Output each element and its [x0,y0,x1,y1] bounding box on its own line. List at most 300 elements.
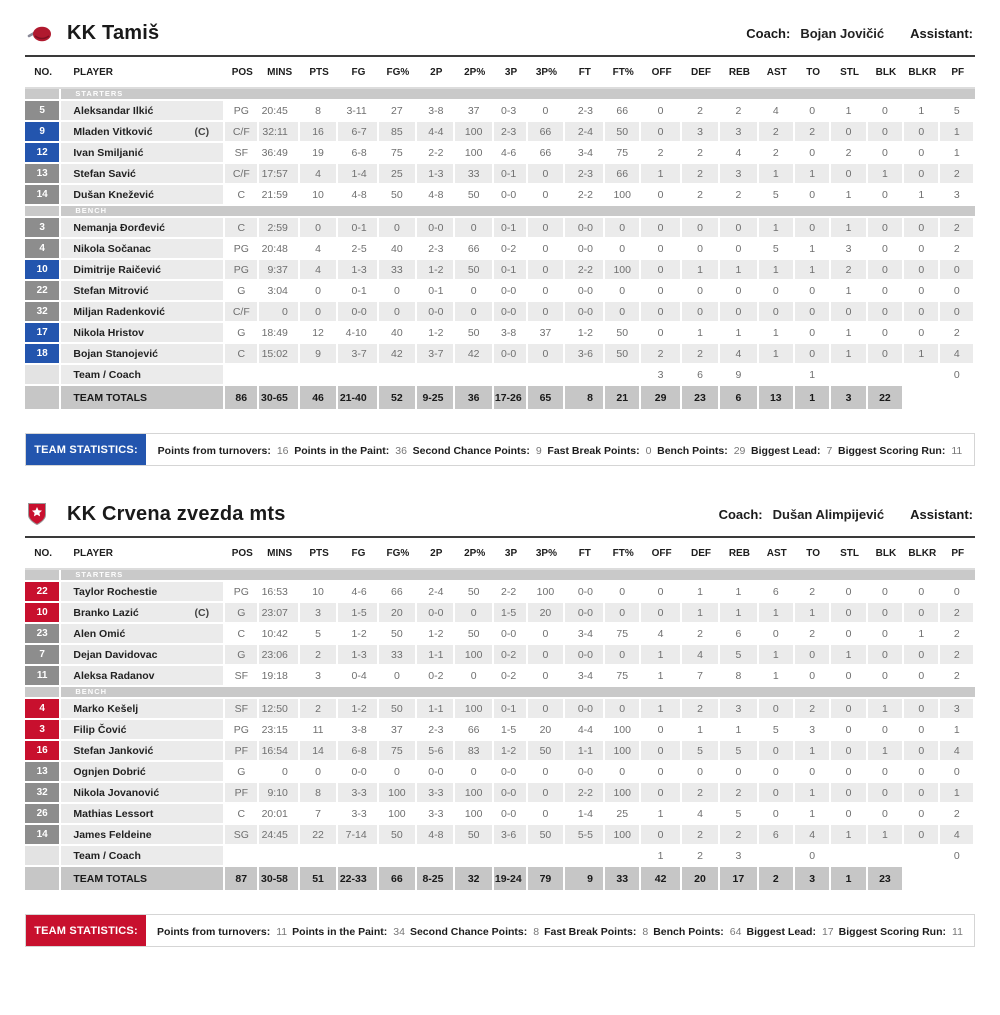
stat-cell: 0 [759,804,795,825]
stat-cell: 75 [605,666,641,687]
stat-cell: 2 [682,185,720,206]
stat-cell: 2 [795,582,831,603]
stat-cell: 0 [868,302,904,323]
player-name-cell [61,143,225,164]
stat-cell: 9:37 [259,260,299,281]
stat-cell: 1-4 [338,164,378,185]
stat-cell: 1 [831,645,867,666]
player-number-badge: 4 [25,699,61,720]
col-header-fg: FG [338,57,378,89]
stat-pair [294,441,407,459]
section-band-bar [61,206,975,218]
stat-pair-label: Biggest Scoring Run: [838,925,947,938]
player-name: Mathias Lessort [73,807,154,820]
stat-cell: 0-0 [565,239,605,260]
stat-cell: 0 [720,302,758,323]
player-row [25,101,975,122]
player-name-cell [61,101,225,122]
player-row [25,122,975,143]
stat-cell: 5 [720,741,758,762]
stat-cell: 0 [759,624,795,645]
stat-cell: 0 [528,302,564,323]
player-name: Ivan Smiljanić [73,146,144,159]
stat-cell: 0 [720,239,758,260]
player-row [25,804,975,825]
col-header-2p: 2P [417,57,455,89]
stat-cell: 14 [300,741,338,762]
stat-cell: 2 [795,624,831,645]
stat-cell: 1 [831,185,867,206]
stat-cell: 1 [641,645,681,666]
player-name-cell [61,582,225,603]
stat-pair [157,922,287,940]
stat-cell: 0 [904,720,940,741]
stat-cell: 1 [759,164,795,185]
player-name: Marko Kešelj [73,702,139,715]
stat-cell [259,846,299,867]
stat-cell: 0-1 [338,218,378,239]
stat-cell: SF [225,143,259,164]
player-row [25,666,975,687]
stat-cell: 3-4 [565,666,605,687]
stat-cell: 22 [868,386,904,411]
player-row [25,762,975,783]
stat-cell [831,365,867,386]
stat-cell: 50 [455,323,493,344]
stat-cell: 17-26 [494,386,528,411]
stat-cell [904,846,940,867]
stat-pair-value: 36 [395,444,407,457]
stat-cell: 2 [940,603,975,624]
section-band-label: BENCH [75,206,108,215]
stat-cell: 1 [641,164,681,185]
stat-cell: 25 [605,804,641,825]
stat-cell: 1-3 [338,645,378,666]
stat-cell: 20 [379,603,417,624]
stat-cell: 100 [605,185,641,206]
stat-cell: 2-2 [494,582,528,603]
player-number-badge: 14 [25,825,61,846]
stat-cell: PG [225,260,259,281]
stat-cell: 37 [379,720,417,741]
stat-cell: 0 [904,122,940,143]
stat-cell: 0 [641,762,681,783]
player-row [25,603,975,624]
stat-cell: 1 [682,582,720,603]
stat-cell: 3 [300,603,338,624]
stat-cell: 1 [795,164,831,185]
stat-cell: 0 [904,323,940,344]
section-band-label: BENCH [75,687,108,696]
stat-cell: 66 [455,720,493,741]
stat-cell: 0-0 [565,582,605,603]
stat-cell: 0 [904,666,940,687]
player-number-badge: 3 [25,218,61,239]
stat-cell: 0 [682,281,720,302]
stat-cell: 2 [720,185,758,206]
stat-cell: 1 [904,344,940,365]
stat-pair-label: Second Chance Points: [412,444,530,457]
stat-cell: 0 [831,783,867,804]
stat-cell: 1 [904,185,940,206]
stat-cell [225,365,259,386]
stat-cell [605,365,641,386]
stat-cell: 1 [940,122,975,143]
player-number-badge: 10 [25,260,61,281]
stat-cell: 0-0 [494,344,528,365]
stat-cell: 50 [455,624,493,645]
stat-cell: 100 [605,720,641,741]
stat-cell: 19 [300,143,338,164]
stat-cell: 4-6 [338,582,378,603]
stat-cell: 33 [455,164,493,185]
section-band-bar [61,570,975,582]
stat-cell: 20 [528,603,564,624]
player-name: Taylor Rochestie [73,585,158,598]
stat-cell: 9 [300,344,338,365]
stat-cell: 1-2 [338,624,378,645]
player-row [25,281,975,302]
stat-cell: 16:53 [259,582,299,603]
stat-cell: 50 [455,582,493,603]
stat-pair-value: 0 [645,444,652,457]
stat-cell: 33 [379,645,417,666]
stat-cell: 66 [455,239,493,260]
stat-cell: 6 [682,365,720,386]
coach-label: Coach: [746,26,791,41]
stat-cell: 2 [720,825,758,846]
stat-cell: 0 [904,603,940,624]
stat-cell: 100 [455,699,493,720]
player-name: Alen Omić [73,627,126,640]
stat-cell: 37 [455,101,493,122]
stat-cell: 1 [795,783,831,804]
stat-cell: 3 [831,239,867,260]
stat-cell: 50 [528,741,564,762]
stat-cell: 0 [379,666,417,687]
stat-cell: 32:11 [259,122,299,143]
stat-cell: 50 [455,260,493,281]
player-row [25,624,975,645]
stat-cell: 50 [455,825,493,846]
stat-cell: 0-0 [494,281,528,302]
stat-cell: 10 [300,582,338,603]
player-name: Mladen Vitković [73,125,153,138]
stat-cell [300,365,338,386]
stat-cell [300,846,338,867]
stat-cell: G [225,645,259,666]
stat-cell: 3-3 [417,804,455,825]
stat-cell: 0 [904,699,940,720]
player-name: Stefan Savić [73,167,136,180]
stat-cell [455,365,493,386]
stat-cell: 0-0 [417,218,455,239]
stat-cell: 1 [904,101,940,122]
stat-cell: 21-40 [338,386,378,411]
stat-cell: 0-0 [494,762,528,783]
col-header-mins: MINS [259,538,299,570]
col-header-ft: FT [565,57,605,89]
stat-cell: 2-3 [494,122,528,143]
stat-cell: 1 [682,323,720,344]
stat-cell: 7-14 [338,825,378,846]
player-name: Branko Lazić [73,606,139,619]
player-name: Stefan Mitrović [73,284,149,297]
stat-cell: 0 [528,762,564,783]
stat-cell: 3 [831,386,867,411]
stat-cell: 1 [831,281,867,302]
stat-cell: 0 [831,804,867,825]
stat-cell: 0 [641,302,681,323]
stat-cell: 79 [528,867,564,892]
stat-cell [565,846,605,867]
stat-cell: 2 [682,164,720,185]
section-band-label: STARTERS [75,89,124,98]
stat-pair [751,441,832,459]
stat-pair-label: Fast Break Points: [544,925,637,938]
stat-cell: 2 [682,846,720,867]
col-header-player: PLAYER [61,57,225,89]
stat-cell: 3 [795,720,831,741]
stat-pair-value: 34 [393,925,405,938]
player-number-badge: 12 [25,143,61,164]
team-coach-label-cell: Team / Coach [61,846,225,867]
stat-cell: 0 [795,762,831,783]
stat-cell: 1-5 [338,603,378,624]
stat-cell [338,846,378,867]
stat-pair [544,922,648,940]
stat-cell: 30-65 [259,386,299,411]
stat-cell: 16:54 [259,741,299,762]
stat-cell: 0 [528,804,564,825]
stat-cell: PF [225,783,259,804]
stat-cell: 100 [455,645,493,666]
stat-cell: 66 [379,867,417,892]
section-band-number-block [25,570,61,582]
player-name: Nikola Sočanac [73,242,151,255]
col-header-3p: 3P% [528,57,564,89]
stat-cell: 1 [868,741,904,762]
player-name-cell [61,281,225,302]
stat-cell: 0 [831,741,867,762]
stat-cell: 0 [868,344,904,365]
stat-cell: 4 [682,645,720,666]
stat-cell: 23 [682,386,720,411]
team-coach-label-cell: Team / Coach [61,365,225,386]
stat-cell [417,846,455,867]
stat-pair-label: Biggest Scoring Run: [837,444,946,457]
stat-pair [158,441,289,459]
team-statistics-bar [25,914,975,947]
stat-cell: 100 [455,122,493,143]
stat-cell: 0 [868,582,904,603]
stat-pair [547,441,651,459]
stat-cell: 1 [904,624,940,645]
stat-cell: 0-3 [494,101,528,122]
stat-cell: 0 [868,783,904,804]
stat-cell: 0-1 [494,260,528,281]
stat-cell: 24:45 [259,825,299,846]
stat-cell: 2 [940,239,975,260]
assistant-label: Assistant: [910,506,973,522]
stat-cell: 0 [455,666,493,687]
stat-cell: 100 [605,783,641,804]
stat-cell: 0 [641,281,681,302]
player-name: Dimitrije Raičević [73,263,161,276]
col-header-pos: POS [225,57,259,89]
stat-cell: 3 [300,666,338,687]
stat-cell: 1-2 [565,323,605,344]
col-header-blk: BLK [868,538,904,570]
stat-cell: 0 [759,699,795,720]
stat-cell: 3-4 [565,624,605,645]
stat-cell: 11 [300,720,338,741]
player-number-badge: 13 [25,164,61,185]
col-header-reb: REB [720,538,758,570]
stat-cell: 1 [795,365,831,386]
stat-cell: 20:01 [259,804,299,825]
stat-cell: 0 [641,741,681,762]
stat-cell: 0 [682,762,720,783]
stat-cell: 1 [795,603,831,624]
stat-cell: 1 [641,804,681,825]
player-name-cell [61,804,225,825]
stat-cell: 0 [940,846,975,867]
stat-cell: 100 [455,143,493,164]
section-band [25,89,975,101]
stat-cell: 1-3 [338,260,378,281]
player-number-badge: 32 [25,783,61,804]
stat-cell: 0 [904,741,940,762]
stat-cell: 0-2 [494,666,528,687]
stat-cell: 1 [641,699,681,720]
stat-cell: 27 [379,101,417,122]
stat-cell: 0 [831,122,867,143]
col-header-blk: BLK [868,57,904,89]
stat-cell: 3 [720,846,758,867]
player-name-cell [61,122,225,143]
stat-cell: 0 [455,218,493,239]
stat-pair-label: Biggest Lead: [746,925,816,938]
stat-cell: 9 [720,365,758,386]
stat-cell: 3 [720,699,758,720]
stat-cell: 0 [641,783,681,804]
stat-cell: 0-0 [338,762,378,783]
stat-cell: 2 [940,804,975,825]
stat-cell: C [225,218,259,239]
player-row [25,741,975,762]
stat-cell: 4 [940,741,975,762]
stat-cell: 1 [759,218,795,239]
stat-cell: 0 [720,218,758,239]
stat-cell: 0 [868,239,904,260]
stat-cell: 1 [795,239,831,260]
stat-cell: 3-3 [338,804,378,825]
stat-cell: 0-0 [565,645,605,666]
stat-cell: 15:02 [259,344,299,365]
team-header [25,10,975,55]
player-name: Aleksandar Ilkić [73,104,154,117]
player-row [25,825,975,846]
stat-cell: 2 [682,101,720,122]
player-number-badge: 22 [25,582,61,603]
stat-cell: 0 [795,645,831,666]
col-header-blkr: BLKR [904,538,940,570]
stat-cell: 0 [379,281,417,302]
stat-cell: 0 [720,762,758,783]
stat-cell: 3-4 [565,143,605,164]
stat-pair-value: 29 [733,444,746,457]
stat-cell: 0 [904,143,940,164]
stat-cell: 87 [225,867,259,892]
stat-cell: 1 [759,344,795,365]
box-score-table [25,536,975,892]
stat-cell: 0-0 [494,624,528,645]
stat-cell: 0-0 [417,302,455,323]
stat-cell: 0 [528,699,564,720]
stat-cell: 3-7 [338,344,378,365]
stat-cell: 0 [868,603,904,624]
stat-cell: 0 [641,122,681,143]
stat-cell: 13 [759,386,795,411]
stat-cell: C [225,624,259,645]
stat-cell: 0 [868,260,904,281]
stat-cell: 0-2 [494,239,528,260]
stat-cell: 2 [682,699,720,720]
stat-cell: 1 [831,218,867,239]
stat-cell: 0 [759,783,795,804]
stat-cell: 66 [528,143,564,164]
stat-cell: G [225,603,259,624]
player-name-cell [61,302,225,323]
col-header-fg: FG% [379,538,417,570]
stat-cell: 3-6 [494,825,528,846]
stat-cell: 0 [904,281,940,302]
stat-cell: 0 [868,804,904,825]
stat-pair-value: 64 [729,925,742,938]
stat-cell: 37 [528,323,564,344]
stat-cell: 66 [528,122,564,143]
stat-cell: 3 [940,185,975,206]
player-number-badge: 3 [25,720,61,741]
player-number-badge: 4 [25,239,61,260]
stat-cell: 5 [682,741,720,762]
stat-cell: 0 [259,302,299,323]
coach-name: Bojan Jovičić [800,26,885,41]
section-band [25,687,975,699]
player-name: Miljan Radenković [73,305,165,318]
stat-cell: 0 [528,281,564,302]
stat-cell: 1-2 [417,624,455,645]
stat-cell: 0 [641,323,681,344]
stat-cell: G [225,323,259,344]
col-header-to: TO [795,57,831,89]
stat-cell [759,365,795,386]
stat-cell: 22-33 [338,867,378,892]
stat-cell: 0 [795,666,831,687]
col-header-ast: AST [759,57,795,89]
stat-cell: 4 [300,260,338,281]
stat-cell: 0 [379,218,417,239]
player-number-badge: 10 [25,603,61,624]
stat-cell: 0 [759,302,795,323]
player-number-badge: 17 [25,323,61,344]
player-row [25,582,975,603]
stat-cell: 2 [720,783,758,804]
stat-cell: 1 [682,603,720,624]
player-number-badge: 9 [25,122,61,143]
stat-cell: 2 [682,783,720,804]
